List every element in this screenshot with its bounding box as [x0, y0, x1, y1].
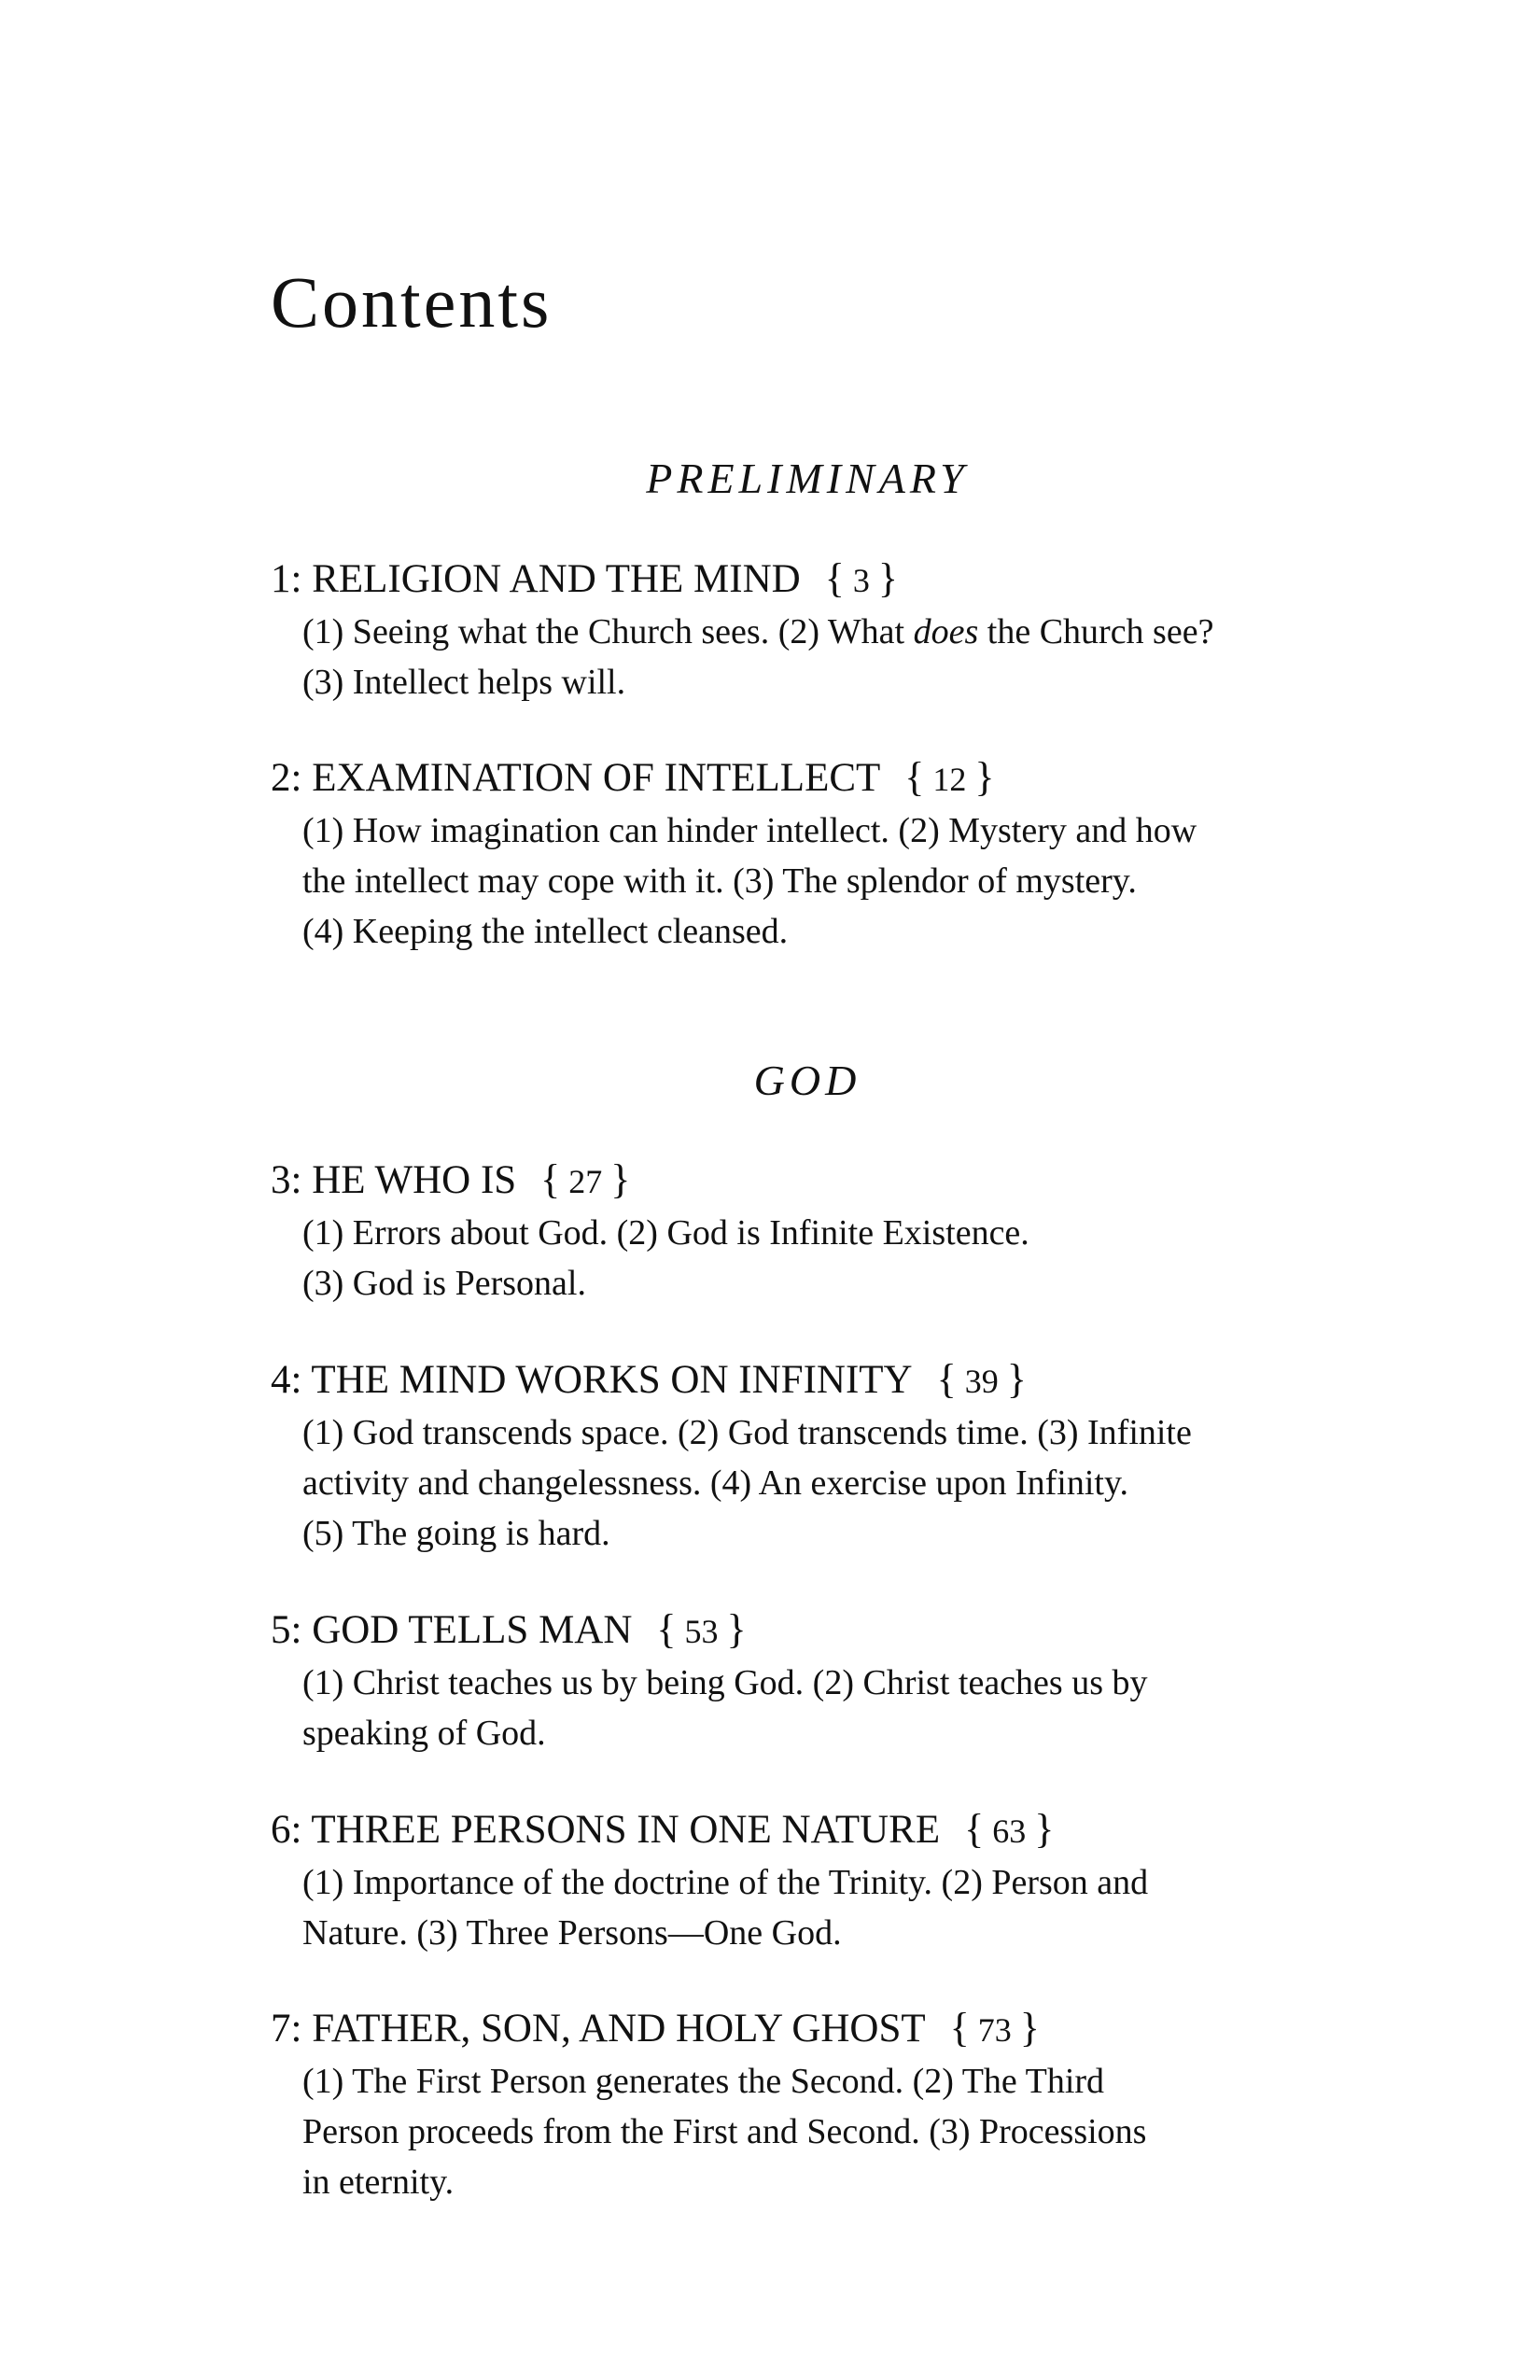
chapter-number: 3:	[271, 1158, 313, 1202]
entry-title	[271, 2002, 1372, 2056]
entry-title	[271, 1803, 1372, 1857]
description-line: (1) Importance of the doctrine of the Trinity. (2) Person and	[302, 1863, 1149, 1902]
description-line: Nature. (3) Three Persons—One God.	[302, 1913, 842, 1953]
chapter-title: RELIGION AND THE MIND	[312, 557, 801, 601]
toc-entry[interactable]	[271, 1803, 1372, 1958]
page-number: { 12 }	[904, 754, 995, 800]
entry-title	[271, 1353, 1372, 1407]
section-heading: GOD	[753, 1057, 861, 1104]
chapter-title: THE MIND WORKS ON INFINITY	[311, 1358, 913, 1402]
entry-description	[271, 2056, 1372, 2207]
page-title: Contents	[271, 261, 553, 343]
description-line: in eternity.	[302, 2163, 455, 2202]
description-line: (1) Seeing what the Church sees. (2) What does the Church see?	[302, 612, 1214, 651]
entry-description	[271, 1857, 1372, 1958]
description-line: (3) God is Personal.	[302, 1264, 586, 1303]
description-line: (1) The First Person generates the Second. (2) The Third	[302, 2062, 1105, 2101]
page-number: { 27 }	[540, 1156, 631, 1202]
page-number: { 73 }	[949, 2005, 1040, 2051]
chapter-number: 2:	[271, 756, 313, 800]
chapter-number: 1:	[271, 557, 313, 601]
chapter-number: 7:	[271, 2007, 313, 2051]
toc-entry[interactable]	[271, 1603, 1372, 1758]
description-line: Person proceeds from the First and Second. (3) Processions	[302, 2112, 1147, 2151]
description-line: (1) Christ teaches us by being God. (2) Christ teaches us by	[302, 1663, 1148, 1702]
description-line: (1) Errors about God. (2) God is Infinite Existence.	[302, 1213, 1029, 1253]
entry-title	[271, 553, 1372, 607]
description-line: the intellect may cope with it. (3) The splendor of mystery.	[302, 861, 1137, 901]
description-line: (3) Intellect helps will.	[302, 663, 626, 702]
chapter-title: THREE PERSONS IN ONE NATURE	[311, 1808, 941, 1852]
entry-description	[271, 805, 1372, 957]
chapter-title: HE WHO IS	[312, 1158, 517, 1202]
toc-entry[interactable]	[271, 2002, 1372, 2207]
description-line: (5) The going is hard.	[302, 1514, 610, 1553]
chapter-title: EXAMINATION OF INTELLECT	[312, 756, 881, 800]
toc-entry[interactable]	[271, 1154, 1372, 1309]
chapter-number: 5:	[271, 1608, 313, 1652]
description-line: activity and changelessness. (4) An exercise upon Infinity.	[302, 1463, 1129, 1503]
entry-title	[271, 1154, 1372, 1208]
page-number: { 39 }	[936, 1356, 1027, 1402]
page-number: { 53 }	[656, 1606, 747, 1652]
entry-description	[271, 1658, 1372, 1758]
entry-description	[271, 1407, 1372, 1559]
chapter-number: 6:	[271, 1808, 312, 1852]
entry-title	[271, 751, 1372, 805]
description-line: (1) How imagination can hinder intellect. (2) Mystery and how	[302, 811, 1197, 850]
chapter-title: GOD TELLS MAN	[312, 1608, 633, 1652]
chapter-number: 4:	[271, 1358, 312, 1402]
toc-entry[interactable]	[271, 1353, 1372, 1559]
description-line: speaking of God.	[302, 1714, 546, 1753]
description-line: (1) God transcends space. (2) God transcends time. (3) Infinite	[302, 1413, 1192, 1452]
chapter-title: FATHER, SON, AND HOLY GHOST	[312, 2007, 926, 2051]
entry-description	[271, 1208, 1372, 1309]
page-number: { 63 }	[964, 1806, 1055, 1852]
entry-description	[271, 607, 1372, 707]
entry-title	[271, 1603, 1372, 1658]
toc-entry[interactable]	[271, 751, 1372, 957]
description-line: (4) Keeping the intellect cleansed.	[302, 912, 789, 951]
page-number: { 3 }	[824, 555, 898, 601]
toc-entry[interactable]	[271, 553, 1372, 707]
section-heading: PRELIMINARY	[646, 455, 969, 502]
